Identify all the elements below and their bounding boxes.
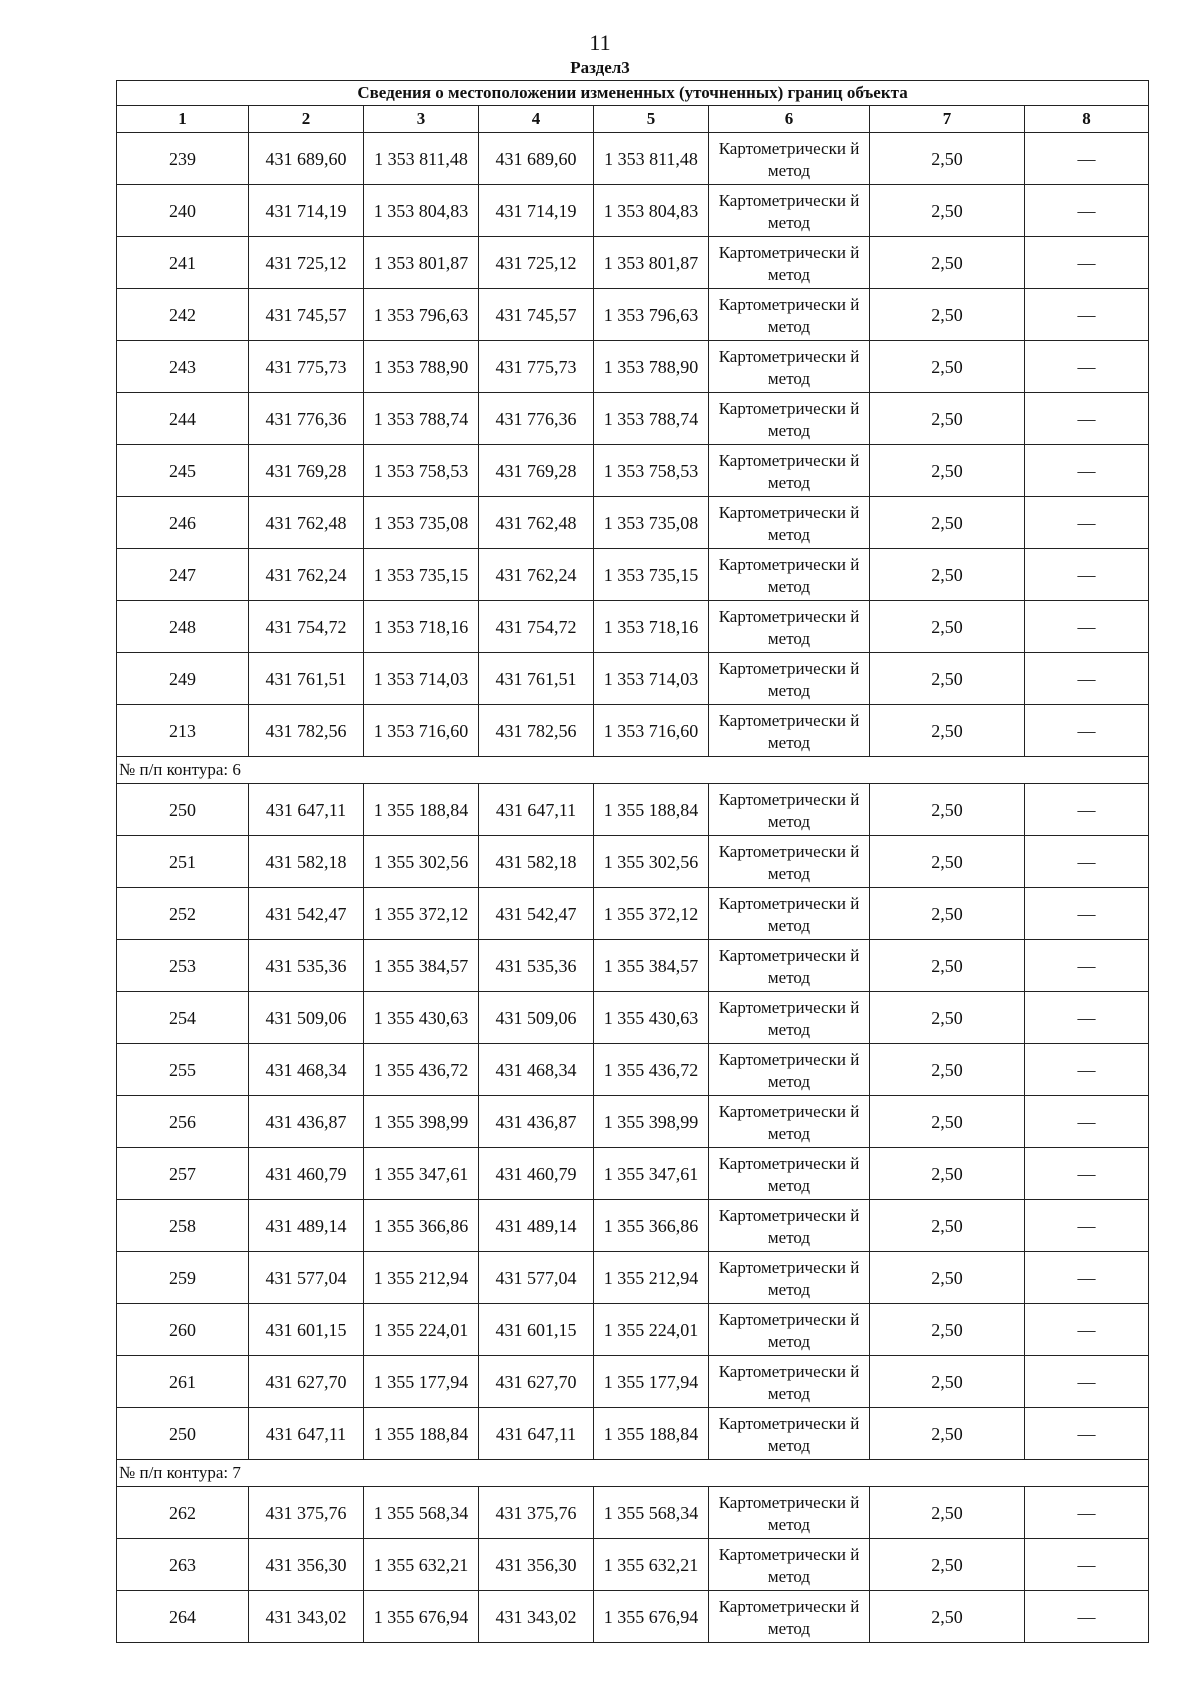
point-number-cell: 247 (117, 549, 249, 601)
section-title: Раздел3 (570, 58, 630, 77)
description-cell: — (1025, 992, 1149, 1044)
y-new-cell: 1 355 568,34 (594, 1487, 709, 1539)
y-existing-cell: 1 353 716,60 (364, 705, 479, 757)
y-existing-cell: 1 355 177,94 (364, 1356, 479, 1408)
x-new-cell: 431 542,47 (479, 888, 594, 940)
x-new-cell: 431 509,06 (479, 992, 594, 1044)
contour-header-row (117, 1460, 1149, 1487)
y-new-cell: 1 355 188,84 (594, 1408, 709, 1460)
table-row (117, 1591, 1149, 1643)
point-number-cell: 244 (117, 393, 249, 445)
accuracy-cell: 2,50 (870, 549, 1025, 601)
method-cell: Картометрически й метод (709, 1252, 870, 1304)
point-number-cell: 248 (117, 601, 249, 653)
table-row (117, 940, 1149, 992)
y-existing-cell: 1 353 735,08 (364, 497, 479, 549)
accuracy-cell: 2,50 (870, 940, 1025, 992)
x-existing-cell: 431 601,15 (249, 1304, 364, 1356)
table-row (117, 549, 1149, 601)
accuracy-cell: 2,50 (870, 836, 1025, 888)
accuracy-cell: 2,50 (870, 1252, 1025, 1304)
table-row (117, 237, 1149, 289)
description-cell: — (1025, 940, 1149, 992)
column-number: 7 (870, 106, 1025, 133)
accuracy-cell: 2,50 (870, 445, 1025, 497)
method-cell: Картометрически й метод (709, 237, 870, 289)
table-row (117, 445, 1149, 497)
method-cell: Картометрически й метод (709, 185, 870, 237)
y-existing-cell: 1 355 430,63 (364, 992, 479, 1044)
accuracy-cell: 2,50 (870, 1044, 1025, 1096)
point-number-cell: 239 (117, 133, 249, 185)
x-new-cell: 431 714,19 (479, 185, 594, 237)
description-cell: — (1025, 549, 1149, 601)
x-existing-cell: 431 647,11 (249, 784, 364, 836)
point-number-cell: 252 (117, 888, 249, 940)
column-number-row (117, 106, 1149, 133)
x-new-cell: 431 582,18 (479, 836, 594, 888)
x-new-cell: 431 775,73 (479, 341, 594, 393)
x-existing-cell: 431 725,12 (249, 237, 364, 289)
description-cell: — (1025, 653, 1149, 705)
method-cell: Картометрически й метод (709, 1304, 870, 1356)
method-cell: Картометрически й метод (709, 341, 870, 393)
column-number: 1 (117, 106, 249, 133)
y-new-cell: 1 353 811,48 (594, 133, 709, 185)
x-existing-cell: 431 343,02 (249, 1591, 364, 1643)
accuracy-cell: 2,50 (870, 497, 1025, 549)
table-row (117, 133, 1149, 185)
accuracy-cell: 2,50 (870, 1200, 1025, 1252)
table-row (117, 1408, 1149, 1460)
accuracy-cell: 2,50 (870, 1148, 1025, 1200)
method-cell: Картометрически й метод (709, 888, 870, 940)
x-existing-cell: 431 356,30 (249, 1539, 364, 1591)
x-new-cell: 431 468,34 (479, 1044, 594, 1096)
x-new-cell: 431 647,11 (479, 784, 594, 836)
method-cell: Картометрически й метод (709, 1148, 870, 1200)
x-new-cell: 431 782,56 (479, 705, 594, 757)
method-cell: Картометрически й метод (709, 1044, 870, 1096)
description-cell: — (1025, 1096, 1149, 1148)
x-existing-cell: 431 761,51 (249, 653, 364, 705)
accuracy-cell: 2,50 (870, 341, 1025, 393)
table-row (117, 1539, 1149, 1591)
point-number-cell: 246 (117, 497, 249, 549)
x-new-cell: 431 343,02 (479, 1591, 594, 1643)
x-new-cell: 431 460,79 (479, 1148, 594, 1200)
x-existing-cell: 431 754,72 (249, 601, 364, 653)
table-row (117, 1096, 1149, 1148)
point-number-cell: 255 (117, 1044, 249, 1096)
table-caption-row (117, 81, 1149, 106)
description-cell: — (1025, 1252, 1149, 1304)
accuracy-cell: 2,50 (870, 289, 1025, 341)
x-new-cell: 431 436,87 (479, 1096, 594, 1148)
y-new-cell: 1 353 758,53 (594, 445, 709, 497)
accuracy-cell: 2,50 (870, 1487, 1025, 1539)
y-existing-cell: 1 353 796,63 (364, 289, 479, 341)
y-new-cell: 1 353 735,15 (594, 549, 709, 601)
point-number-cell: 260 (117, 1304, 249, 1356)
x-new-cell: 431 769,28 (479, 445, 594, 497)
point-number-cell: 250 (117, 1408, 249, 1460)
method-cell: Картометрически й метод (709, 1356, 870, 1408)
y-existing-cell: 1 353 735,15 (364, 549, 479, 601)
description-cell: — (1025, 237, 1149, 289)
method-cell: Картометрически й метод (709, 992, 870, 1044)
point-number-cell: 213 (117, 705, 249, 757)
x-new-cell: 431 356,30 (479, 1539, 594, 1591)
method-cell: Картометрически й метод (709, 653, 870, 705)
x-existing-cell: 431 762,48 (249, 497, 364, 549)
accuracy-cell: 2,50 (870, 1408, 1025, 1460)
method-cell: Картометрически й метод (709, 549, 870, 601)
y-new-cell: 1 353 796,63 (594, 289, 709, 341)
point-number-cell: 249 (117, 653, 249, 705)
point-number-cell: 254 (117, 992, 249, 1044)
x-existing-cell: 431 782,56 (249, 705, 364, 757)
table-row (117, 497, 1149, 549)
y-existing-cell: 1 355 676,94 (364, 1591, 479, 1643)
y-new-cell: 1 355 366,86 (594, 1200, 709, 1252)
point-number-cell: 251 (117, 836, 249, 888)
y-new-cell: 1 353 716,60 (594, 705, 709, 757)
table-row (117, 992, 1149, 1044)
x-new-cell: 431 601,15 (479, 1304, 594, 1356)
point-number-cell: 259 (117, 1252, 249, 1304)
description-cell: — (1025, 1356, 1149, 1408)
y-new-cell: 1 353 801,87 (594, 237, 709, 289)
x-new-cell: 431 627,70 (479, 1356, 594, 1408)
method-cell: Картометрически й метод (709, 289, 870, 341)
y-new-cell: 1 355 430,63 (594, 992, 709, 1044)
method-cell: Картометрически й метод (709, 1487, 870, 1539)
contour-label: № п/п контура: 6 (117, 757, 1149, 784)
boundary-coordinates-table (116, 80, 1149, 1643)
x-existing-cell: 431 714,19 (249, 185, 364, 237)
y-existing-cell: 1 353 804,83 (364, 185, 479, 237)
x-existing-cell: 431 745,57 (249, 289, 364, 341)
table-row (117, 601, 1149, 653)
description-cell: — (1025, 888, 1149, 940)
y-new-cell: 1 355 384,57 (594, 940, 709, 992)
point-number-cell: 262 (117, 1487, 249, 1539)
x-new-cell: 431 761,51 (479, 653, 594, 705)
method-cell: Картометрически й метод (709, 836, 870, 888)
y-new-cell: 1 355 177,94 (594, 1356, 709, 1408)
table-row (117, 1252, 1149, 1304)
y-existing-cell: 1 353 788,90 (364, 341, 479, 393)
accuracy-cell: 2,50 (870, 393, 1025, 445)
description-cell: — (1025, 445, 1149, 497)
y-existing-cell: 1 355 436,72 (364, 1044, 479, 1096)
y-new-cell: 1 353 788,74 (594, 393, 709, 445)
y-existing-cell: 1 355 347,61 (364, 1148, 479, 1200)
y-new-cell: 1 355 212,94 (594, 1252, 709, 1304)
description-cell: — (1025, 289, 1149, 341)
point-number-cell: 245 (117, 445, 249, 497)
point-number-cell: 241 (117, 237, 249, 289)
y-existing-cell: 1 355 632,21 (364, 1539, 479, 1591)
point-number-cell: 256 (117, 1096, 249, 1148)
method-cell: Картометрически й метод (709, 1539, 870, 1591)
accuracy-cell: 2,50 (870, 1539, 1025, 1591)
description-cell: — (1025, 185, 1149, 237)
point-number-cell: 264 (117, 1591, 249, 1643)
x-existing-cell: 431 577,04 (249, 1252, 364, 1304)
table-row (117, 1148, 1149, 1200)
table-row (117, 341, 1149, 393)
y-existing-cell: 1 355 302,56 (364, 836, 479, 888)
x-existing-cell: 431 775,73 (249, 341, 364, 393)
description-cell: — (1025, 705, 1149, 757)
description-cell: — (1025, 1539, 1149, 1591)
x-new-cell: 431 577,04 (479, 1252, 594, 1304)
table-row (117, 653, 1149, 705)
accuracy-cell: 2,50 (870, 1304, 1025, 1356)
x-new-cell: 431 647,11 (479, 1408, 594, 1460)
y-existing-cell: 1 355 366,86 (364, 1200, 479, 1252)
x-new-cell: 431 535,36 (479, 940, 594, 992)
y-existing-cell: 1 353 718,16 (364, 601, 479, 653)
x-existing-cell: 431 762,24 (249, 549, 364, 601)
point-number-cell: 240 (117, 185, 249, 237)
method-cell: Картометрически й метод (709, 601, 870, 653)
method-cell: Картометрически й метод (709, 497, 870, 549)
point-number-cell: 243 (117, 341, 249, 393)
point-number-cell: 242 (117, 289, 249, 341)
x-new-cell: 431 745,57 (479, 289, 594, 341)
y-existing-cell: 1 355 188,84 (364, 1408, 479, 1460)
y-new-cell: 1 355 436,72 (594, 1044, 709, 1096)
table-row (117, 393, 1149, 445)
x-new-cell: 431 762,48 (479, 497, 594, 549)
method-cell: Картометрически й метод (709, 1096, 870, 1148)
y-existing-cell: 1 355 212,94 (364, 1252, 479, 1304)
y-new-cell: 1 353 788,90 (594, 341, 709, 393)
column-number: 4 (479, 106, 594, 133)
y-existing-cell: 1 355 384,57 (364, 940, 479, 992)
column-number: 8 (1025, 106, 1149, 133)
table-row (117, 1304, 1149, 1356)
x-new-cell: 431 754,72 (479, 601, 594, 653)
description-cell: — (1025, 393, 1149, 445)
method-cell: Картометрически й метод (709, 1591, 870, 1643)
table-caption: Сведения о местоположении измененных (уточненных) границ объекта (117, 81, 1149, 106)
y-existing-cell: 1 353 714,03 (364, 653, 479, 705)
table-row (117, 1044, 1149, 1096)
table-row (117, 784, 1149, 836)
description-cell: — (1025, 1148, 1149, 1200)
y-new-cell: 1 353 718,16 (594, 601, 709, 653)
description-cell: — (1025, 601, 1149, 653)
column-number: 3 (364, 106, 479, 133)
y-existing-cell: 1 355 372,12 (364, 888, 479, 940)
accuracy-cell: 2,50 (870, 185, 1025, 237)
y-existing-cell: 1 353 758,53 (364, 445, 479, 497)
x-new-cell: 431 489,14 (479, 1200, 594, 1252)
description-cell: — (1025, 1200, 1149, 1252)
point-number-cell: 257 (117, 1148, 249, 1200)
accuracy-cell: 2,50 (870, 888, 1025, 940)
y-new-cell: 1 355 347,61 (594, 1148, 709, 1200)
y-new-cell: 1 355 188,84 (594, 784, 709, 836)
x-existing-cell: 431 535,36 (249, 940, 364, 992)
method-cell: Картометрически й метод (709, 1200, 870, 1252)
description-cell: — (1025, 1044, 1149, 1096)
method-cell: Картометрически й метод (709, 133, 870, 185)
y-new-cell: 1 355 398,99 (594, 1096, 709, 1148)
table-row (117, 836, 1149, 888)
point-number-cell: 253 (117, 940, 249, 992)
y-new-cell: 1 355 372,12 (594, 888, 709, 940)
y-new-cell: 1 355 302,56 (594, 836, 709, 888)
x-existing-cell: 431 582,18 (249, 836, 364, 888)
y-new-cell: 1 353 735,08 (594, 497, 709, 549)
point-number-cell: 261 (117, 1356, 249, 1408)
method-cell: Картометрически й метод (709, 1408, 870, 1460)
accuracy-cell: 2,50 (870, 1356, 1025, 1408)
page-number: 11 (589, 30, 611, 55)
accuracy-cell: 2,50 (870, 705, 1025, 757)
x-existing-cell: 431 375,76 (249, 1487, 364, 1539)
x-existing-cell: 431 542,47 (249, 888, 364, 940)
table-row (117, 289, 1149, 341)
y-existing-cell: 1 353 811,48 (364, 133, 479, 185)
accuracy-cell: 2,50 (870, 992, 1025, 1044)
contour-header-row (117, 757, 1149, 784)
description-cell: — (1025, 1487, 1149, 1539)
description-cell: — (1025, 1304, 1149, 1356)
table-row (117, 1356, 1149, 1408)
description-cell: — (1025, 341, 1149, 393)
description-cell: — (1025, 1408, 1149, 1460)
x-existing-cell: 431 436,87 (249, 1096, 364, 1148)
method-cell: Картометрически й метод (709, 940, 870, 992)
method-cell: Картометрически й метод (709, 445, 870, 497)
table-row (117, 705, 1149, 757)
x-existing-cell: 431 769,28 (249, 445, 364, 497)
description-cell: — (1025, 836, 1149, 888)
y-new-cell: 1 355 632,21 (594, 1539, 709, 1591)
y-existing-cell: 1 353 788,74 (364, 393, 479, 445)
x-existing-cell: 431 460,79 (249, 1148, 364, 1200)
accuracy-cell: 2,50 (870, 1096, 1025, 1148)
point-number-cell: 258 (117, 1200, 249, 1252)
accuracy-cell: 2,50 (870, 1591, 1025, 1643)
x-new-cell: 431 375,76 (479, 1487, 594, 1539)
column-number: 6 (709, 106, 870, 133)
y-existing-cell: 1 355 188,84 (364, 784, 479, 836)
accuracy-cell: 2,50 (870, 653, 1025, 705)
x-existing-cell: 431 689,60 (249, 133, 364, 185)
table-row (117, 1200, 1149, 1252)
table-row (117, 185, 1149, 237)
x-existing-cell: 431 776,36 (249, 393, 364, 445)
table-row (117, 888, 1149, 940)
x-new-cell: 431 689,60 (479, 133, 594, 185)
accuracy-cell: 2,50 (870, 601, 1025, 653)
column-number: 2 (249, 106, 364, 133)
x-existing-cell: 431 647,11 (249, 1408, 364, 1460)
column-number: 5 (594, 106, 709, 133)
y-new-cell: 1 355 676,94 (594, 1591, 709, 1643)
table-row (117, 1487, 1149, 1539)
point-number-cell: 250 (117, 784, 249, 836)
x-new-cell: 431 776,36 (479, 393, 594, 445)
y-existing-cell: 1 353 801,87 (364, 237, 479, 289)
table-body (117, 81, 1149, 1643)
description-cell: — (1025, 497, 1149, 549)
accuracy-cell: 2,50 (870, 784, 1025, 836)
x-existing-cell: 431 468,34 (249, 1044, 364, 1096)
point-number-cell: 263 (117, 1539, 249, 1591)
y-existing-cell: 1 355 398,99 (364, 1096, 479, 1148)
description-cell: — (1025, 133, 1149, 185)
x-existing-cell: 431 627,70 (249, 1356, 364, 1408)
method-cell: Картометрически й метод (709, 784, 870, 836)
y-new-cell: 1 355 224,01 (594, 1304, 709, 1356)
y-existing-cell: 1 355 568,34 (364, 1487, 479, 1539)
y-existing-cell: 1 355 224,01 (364, 1304, 479, 1356)
x-new-cell: 431 725,12 (479, 237, 594, 289)
description-cell: — (1025, 784, 1149, 836)
x-existing-cell: 431 489,14 (249, 1200, 364, 1252)
accuracy-cell: 2,50 (870, 237, 1025, 289)
x-existing-cell: 431 509,06 (249, 992, 364, 1044)
accuracy-cell: 2,50 (870, 133, 1025, 185)
method-cell: Картометрически й метод (709, 393, 870, 445)
x-new-cell: 431 762,24 (479, 549, 594, 601)
description-cell: — (1025, 1591, 1149, 1643)
y-new-cell: 1 353 804,83 (594, 185, 709, 237)
y-new-cell: 1 353 714,03 (594, 653, 709, 705)
method-cell: Картометрически й метод (709, 705, 870, 757)
contour-label: № п/п контура: 7 (117, 1460, 1149, 1487)
